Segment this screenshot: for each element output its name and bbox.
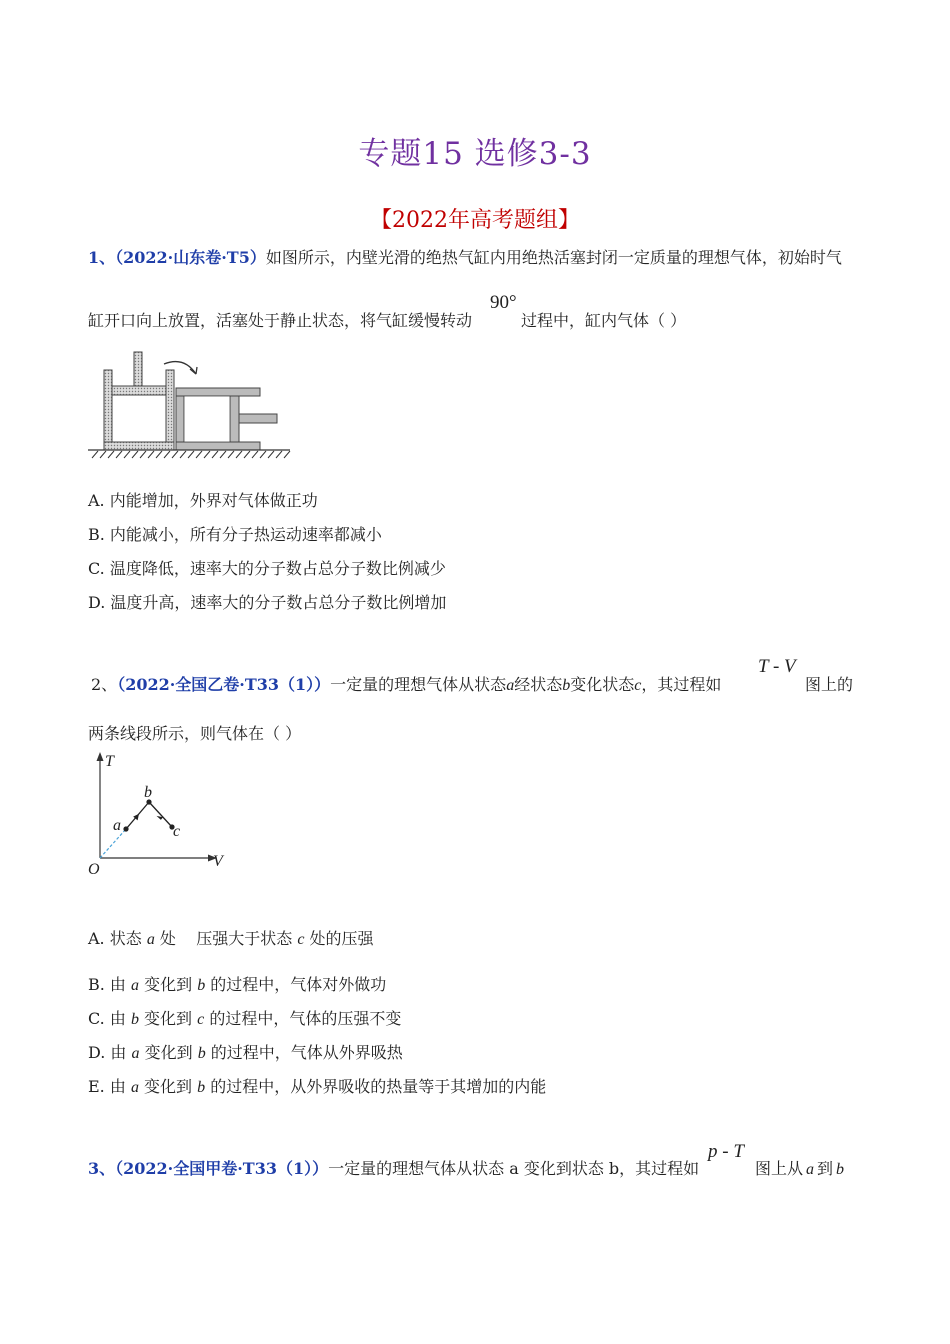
question-2-option-c: C. 由 b 变化到 c 的过程中，气体的压强不变: [88, 1009, 402, 1028]
question-2-option-e: E. 由 a 变化到 b 的过程中，从外界吸收的热量等于其增加的内能: [88, 1077, 547, 1096]
point-c-label: c: [173, 823, 181, 840]
horizontal-cylinder: [176, 388, 277, 450]
question-1-option-d: D. 温度升高，速率大的分子数占总分子数比例增加: [88, 593, 447, 612]
question-3-number: 3、（2022·全国甲卷·T33（1））: [88, 1159, 329, 1178]
segment-b-c: [149, 802, 172, 827]
origin-label: O: [88, 861, 100, 878]
question-1-option-c: C. 温度降低，速率大的分子数占总分子数比例减少: [88, 559, 446, 578]
question-3-line-1: [88, 1156, 699, 1179]
section-subtitle: 【2022年高考题组】: [370, 208, 580, 233]
question-3-text-a: 一定量的理想气体从状态 a 变化到状态 b，其过程如: [328, 1159, 700, 1178]
page-title: 专题15 选修3-3: [358, 136, 592, 172]
question-2-text-a5: 图上的: [805, 675, 854, 694]
question-2-number: 2、: [91, 675, 118, 694]
question-2-source: （2022·全国乙卷·T33（1））: [117, 675, 331, 694]
question-2-line-2: 两条线段所示，则气体在（ ）: [88, 724, 302, 743]
question-1-line-1: [88, 245, 842, 268]
v-axis-label: V: [213, 853, 223, 870]
question-2-option-b: B. 由 a 变化到 b 的过程中，气体对外做功: [88, 975, 387, 994]
point-a-label: a: [113, 817, 121, 834]
t-axis-arrow-icon: [97, 752, 104, 761]
question-2-option-a: A. 状态 a 处 压强大于状态 c 处的压强: [88, 929, 374, 948]
question-2-line-1: 2、（2022·全国乙卷·T33（1））一定量的理想气体从状态a经状态b变化状态c，其过程如: [91, 675, 722, 694]
question-1-text-b: 缸开口向上放置，活塞处于静止状态，将气缸缓慢转动: [88, 311, 473, 330]
p-t-graph-label: p - T: [708, 1141, 744, 1162]
question-1-option-a: A. 内能增加，外界对气体做正功: [88, 491, 318, 510]
rotation-angle: 90°: [490, 292, 517, 313]
question-1-line-2: [88, 308, 472, 331]
t-axis-label: T: [105, 753, 114, 770]
cylinder-figure: [86, 348, 296, 464]
question-3-line-1-end: 图上从 a 到 b: [755, 1159, 845, 1178]
t-v-graph-label: T - V: [758, 656, 796, 677]
t-v-diagram: [84, 748, 232, 880]
question-1-text-a: 如图所示，内壁光滑的绝热气缸内用绝热活塞封闭一定质量的理想气体，初始时气: [265, 248, 842, 267]
question-1-option-b: B. 内能减小，所有分子热运动速率都减小: [88, 525, 382, 544]
upright-cylinder: [104, 352, 174, 450]
question-1-number: 1、（2022·山东卷·T5）: [88, 248, 266, 267]
point-b-label: b: [144, 784, 152, 801]
ground-hatching: [88, 450, 290, 458]
point-a: [123, 826, 128, 831]
question-1-text-c: 过程中，缸内气体（ ）: [521, 311, 687, 330]
question-2-option-d: D. 由 a 变化到 b 的过程中，气体从外界吸热: [88, 1043, 403, 1062]
